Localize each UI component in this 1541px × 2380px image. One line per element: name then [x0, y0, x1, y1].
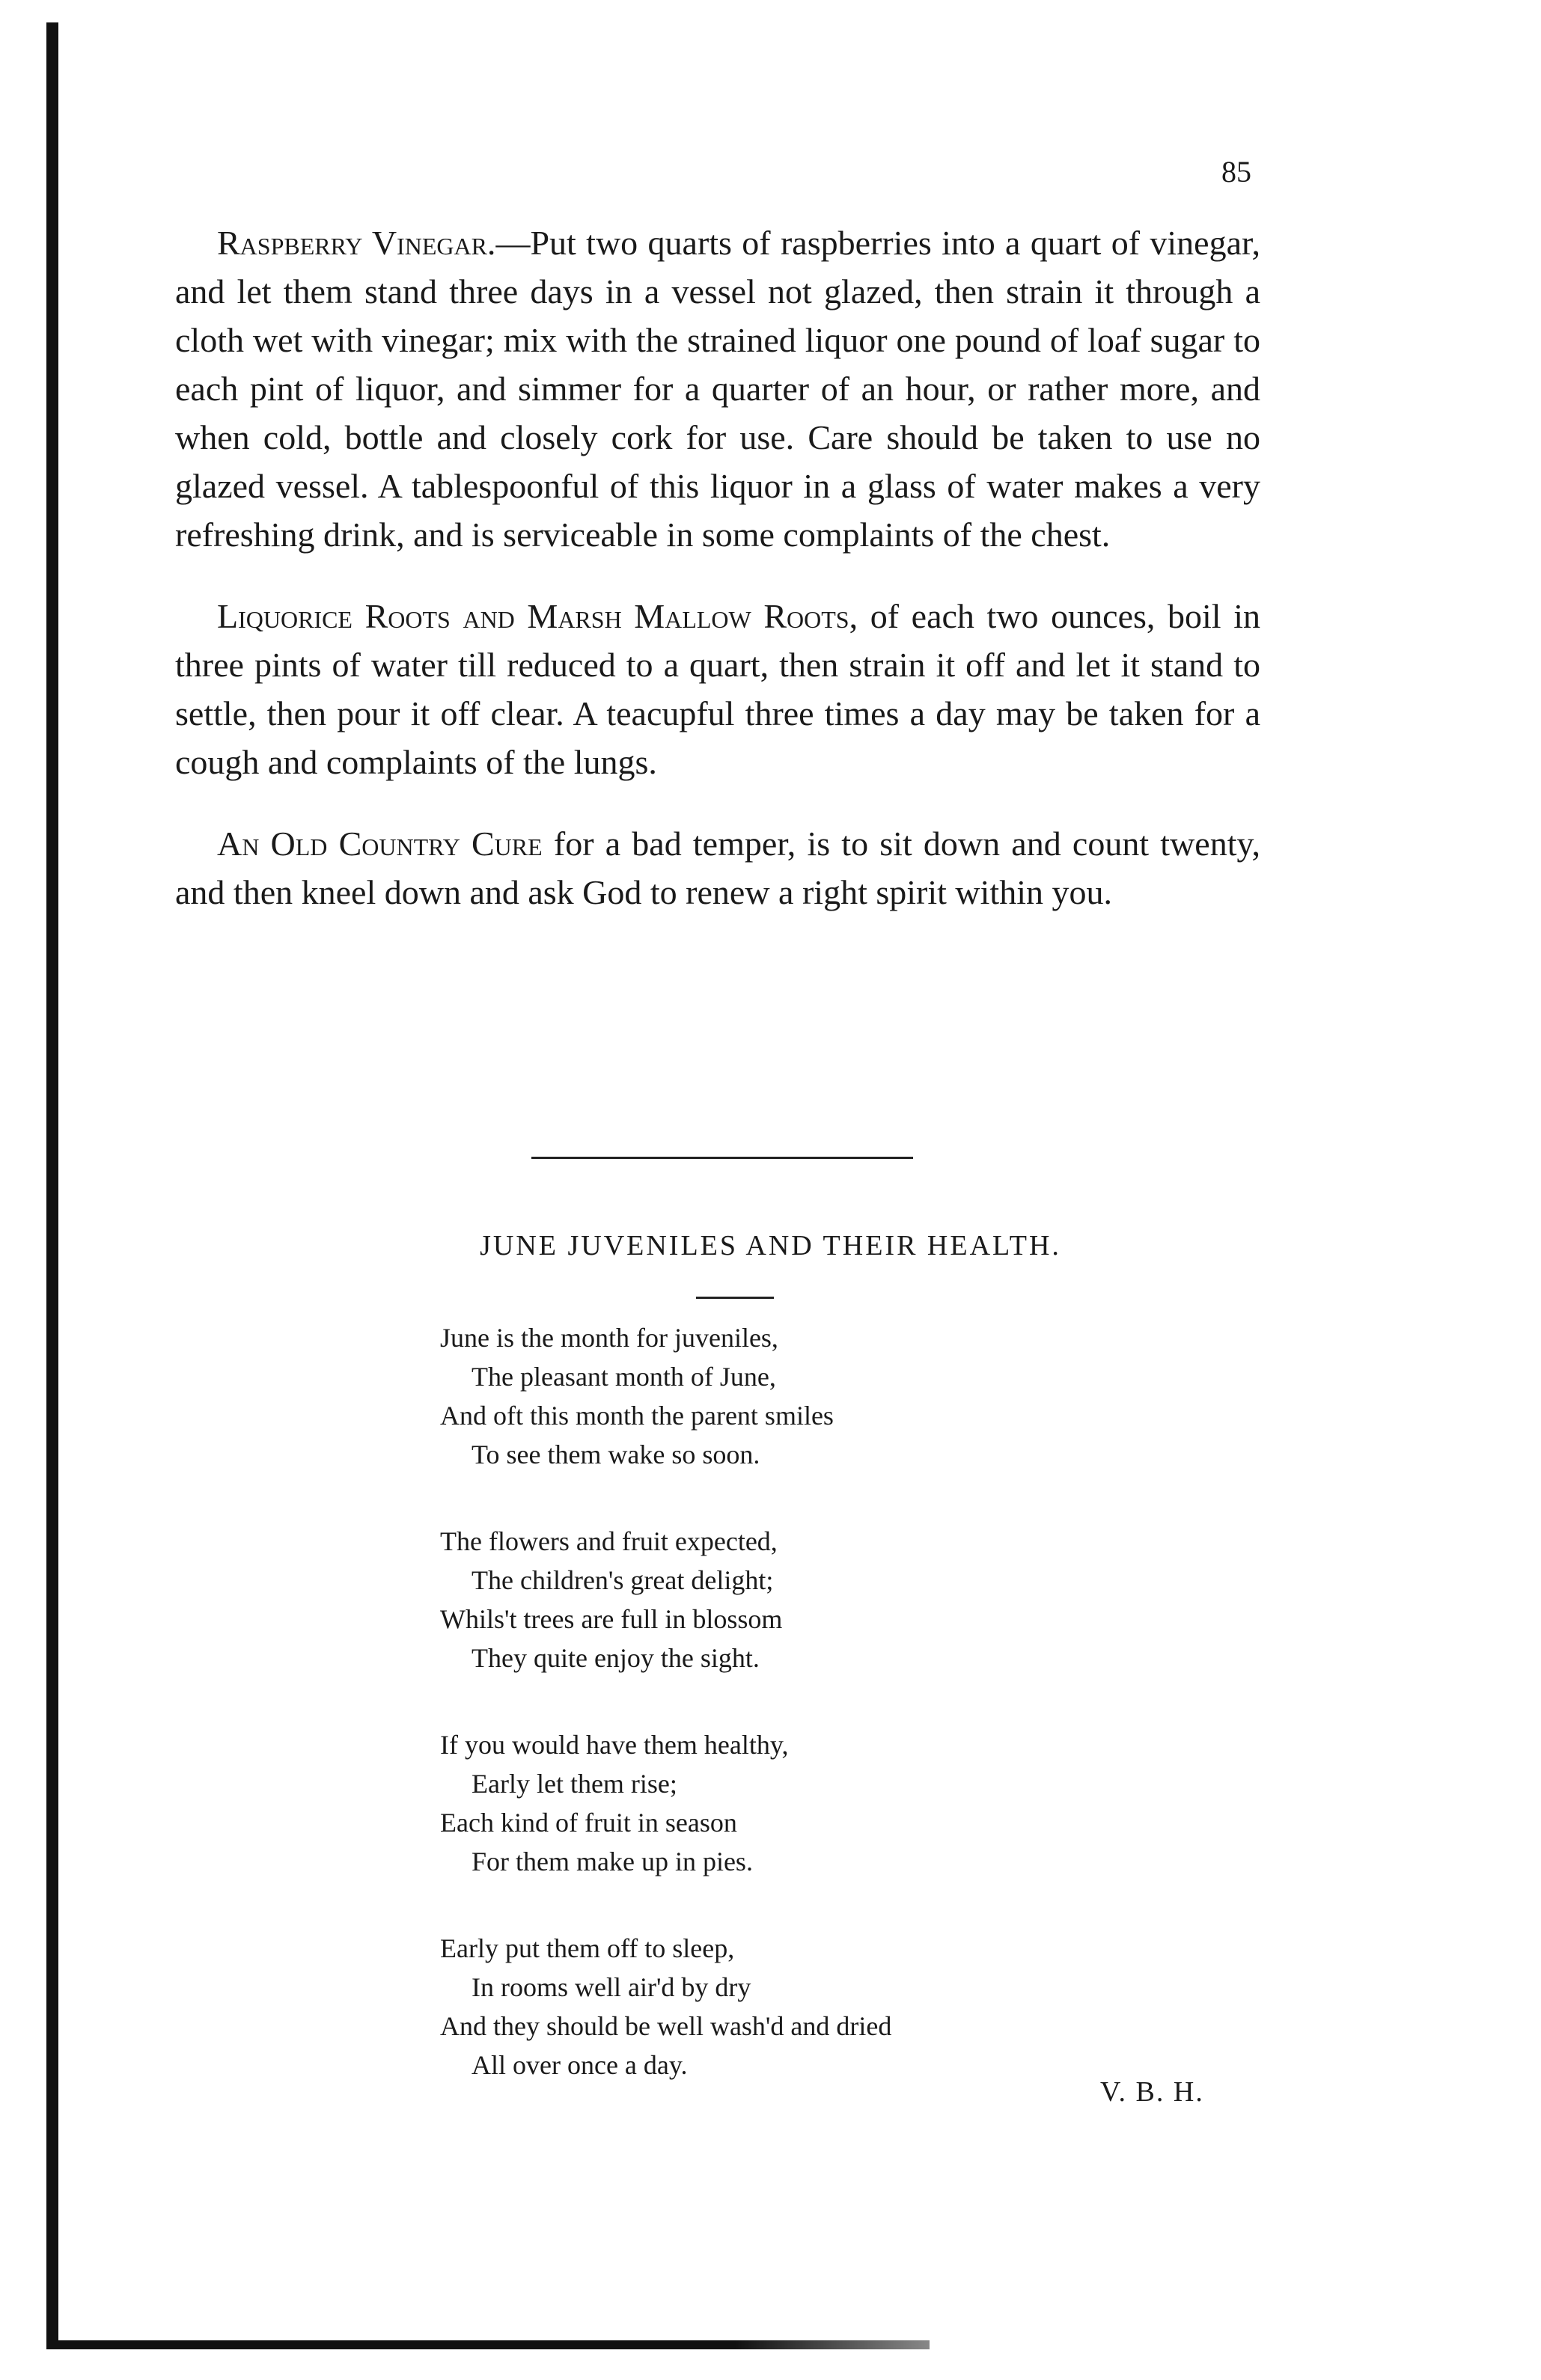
poem-stanza — [440, 1318, 891, 1474]
poem-line: Each kind of fruit in season — [440, 1808, 737, 1838]
recipe-old-country-cure — [175, 819, 1260, 917]
recipes-section — [175, 218, 1260, 949]
poem-line: If you would have them healthy, — [440, 1730, 789, 1760]
poem-line: The pleasant month of June, — [472, 1362, 776, 1392]
recipe-raspberry-vinegar — [175, 218, 1260, 559]
poem-line: In rooms well air'd by dry — [472, 1972, 751, 2002]
recipe-liquorice-roots — [175, 592, 1260, 786]
poem-stanza — [440, 1725, 891, 1881]
recipe-title: Liquorice Roots and Marsh Mallow Roots, — [217, 597, 858, 635]
poem-title: JUNE JUVENILES AND THEIR HEALTH. — [480, 1230, 1061, 1261]
poem-line: The flowers and fruit expected, — [440, 1526, 778, 1556]
recipe-body: for a bad temper, is to sit down and count twenty, and then kneel down and ask God to renew a right spirit within you. — [175, 825, 1260, 911]
recipe-title: Raspberry Vinegar. — [217, 224, 496, 262]
poem-line: To see them wake so soon. — [472, 1440, 760, 1469]
poem-line: June is the month for juveniles, — [440, 1323, 778, 1353]
poem-stanza — [440, 1522, 891, 1677]
section-divider — [531, 1157, 913, 1159]
recipe-title: An Old Country Cure — [217, 825, 543, 863]
title-underline — [696, 1297, 774, 1299]
recipe-body: of each two ounces, boil in three pints of water till reduced to a quart, then strain it off and let it stand to settle, then pour it off clear. A teacupful three times a day may be taken for a cough and complaints of the lungs. — [175, 597, 1260, 781]
poem-line: For them make up in pies. — [472, 1847, 753, 1876]
poem-line: And oft this month the parent smiles — [440, 1401, 834, 1431]
poem-line: All over once a day. — [472, 2050, 688, 2080]
binding-edge — [46, 22, 58, 2349]
recipe-body: —Put two quarts of raspberries into a quart of vinegar, and let them stand three days in a vessel not glazed, then strain it through a cloth wet with vinegar; mix with the strained liquor one pound of loaf sugar to each pint of liquor, and simmer for a quarter of an hour, or rather more, and when cold, bottle and closely cork for use. Care should be taken to use no glazed vessel. A tablespoonful of this liquor in a glass of water makes a very refreshing drink, and is serviceable in some complaints of the chest. — [175, 224, 1260, 554]
bottom-edge — [46, 2340, 930, 2349]
author-initials: V. B. H. — [1100, 2076, 1204, 2108]
poem-stanza — [440, 1929, 891, 2084]
poem-line: The children's great delight; — [472, 1565, 774, 1595]
poem-line: They quite enjoy the sight. — [472, 1643, 760, 1673]
poem-line: And they should be well wash'd and dried — [440, 2011, 892, 2041]
poem — [440, 1318, 891, 2132]
poem-line: Whils't trees are full in blossom — [440, 1604, 783, 1634]
page-number: 85 — [1221, 155, 1251, 189]
poem-line: Early let them rise; — [472, 1769, 677, 1799]
poem-line: Early put them off to sleep, — [440, 1933, 735, 1963]
